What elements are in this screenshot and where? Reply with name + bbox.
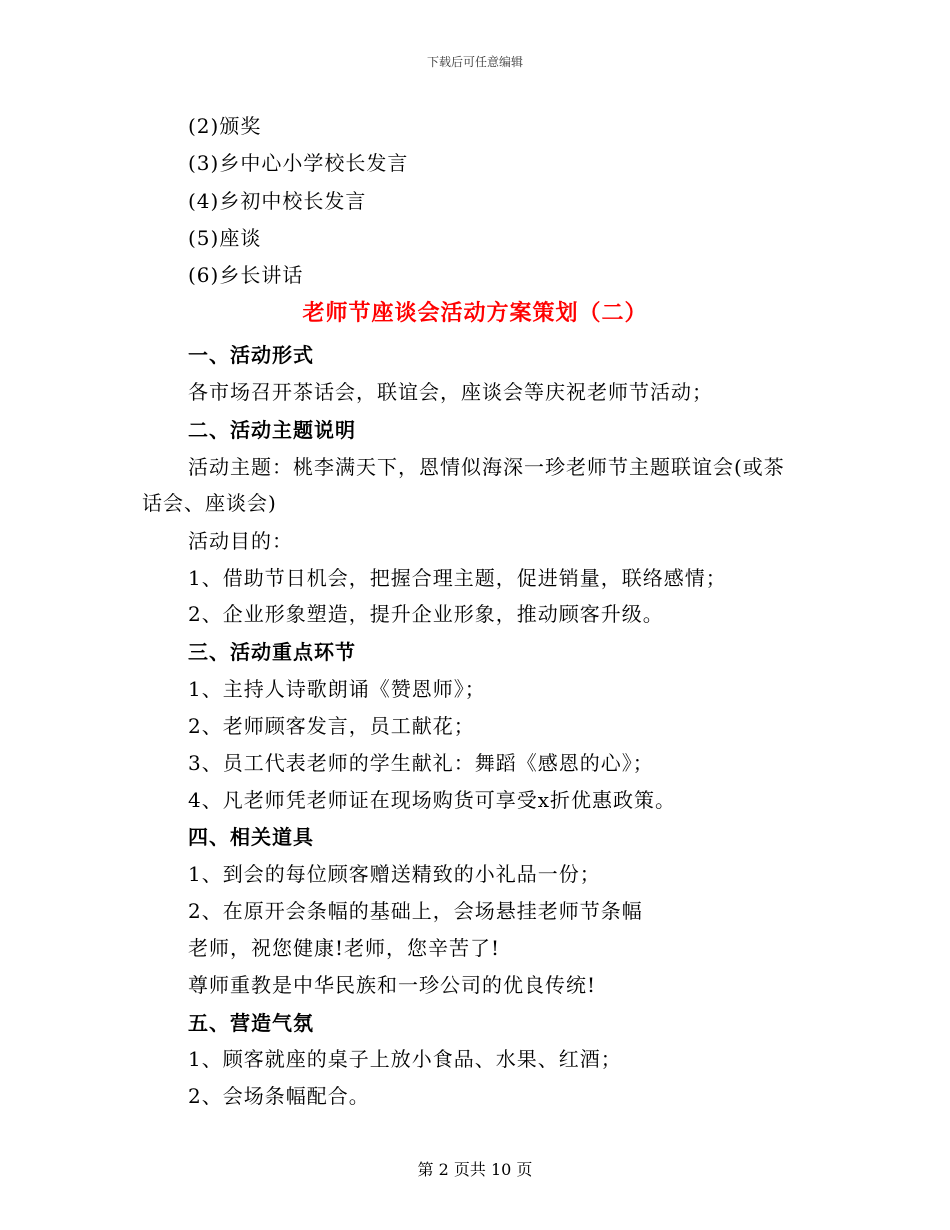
list-item: 1、到会的每位顾客赠送精致的小礼品一份； [188, 862, 601, 886]
list-item: (3)乡中心小学校长发言 [188, 151, 409, 175]
list-item: (2)颁奖 [188, 114, 262, 138]
section-heading: 三、活动重点环节 [188, 640, 356, 664]
document-title: 老师节座谈会活动方案策划（二） [302, 300, 648, 326]
paragraph: 各市场召开茶话会，联谊会，座谈会等庆祝老师节活动； [188, 380, 713, 404]
list-item: 2、会场条幅配合。 [188, 1084, 370, 1108]
paragraph: 活动主题：桃李满天下，恩情似海深一珍老师节主题联谊会(或茶 [188, 455, 785, 479]
section-heading: 四、相关道具 [188, 825, 314, 849]
list-item: (6)乡长讲话 [188, 263, 304, 287]
list-item: 2、在原开会条幅的基础上，会场悬挂老师节条幅 [188, 899, 643, 923]
paragraph: 尊师重教是中华民族和一珍公司的优良传统! [188, 973, 597, 997]
section-heading: 二、活动主题说明 [188, 418, 356, 442]
list-item: 2、企业形象塑造，提升企业形象，推动顾客升级。 [188, 602, 664, 626]
section-heading: 五、营造气氛 [188, 1011, 314, 1035]
list-item: 2、老师顾客发言，员工献花； [188, 714, 475, 738]
list-item: 1、主持人诗歌朗诵《赞恩师》； [188, 677, 486, 701]
section-heading: 一、活动形式 [188, 343, 314, 367]
list-item: 1、顾客就座的桌子上放小食品、水果、红酒； [188, 1047, 622, 1071]
list-item: 1、借助节日机会，把握合理主题，促进销量，联络感情； [188, 566, 727, 590]
paragraph-continuation: 话会、座谈会) [142, 491, 277, 515]
list-item: 4、凡老师凭老师证在现场购货可享受x折优惠政策。 [188, 788, 677, 812]
list-item: (5)座谈 [188, 226, 262, 250]
page-header-note: 下载后可任意编辑 [426, 55, 523, 69]
paragraph: 活动目的： [188, 529, 293, 553]
list-item: (4)乡初中校长发言 [188, 189, 367, 213]
paragraph: 老师，祝您健康!老师，您辛苦了! [188, 936, 501, 960]
page-footer: 第 2 页共 10 页 [417, 1160, 533, 1179]
list-item: 3、员工代表老师的学生献礼：舞蹈《感恩的心》； [188, 751, 654, 775]
